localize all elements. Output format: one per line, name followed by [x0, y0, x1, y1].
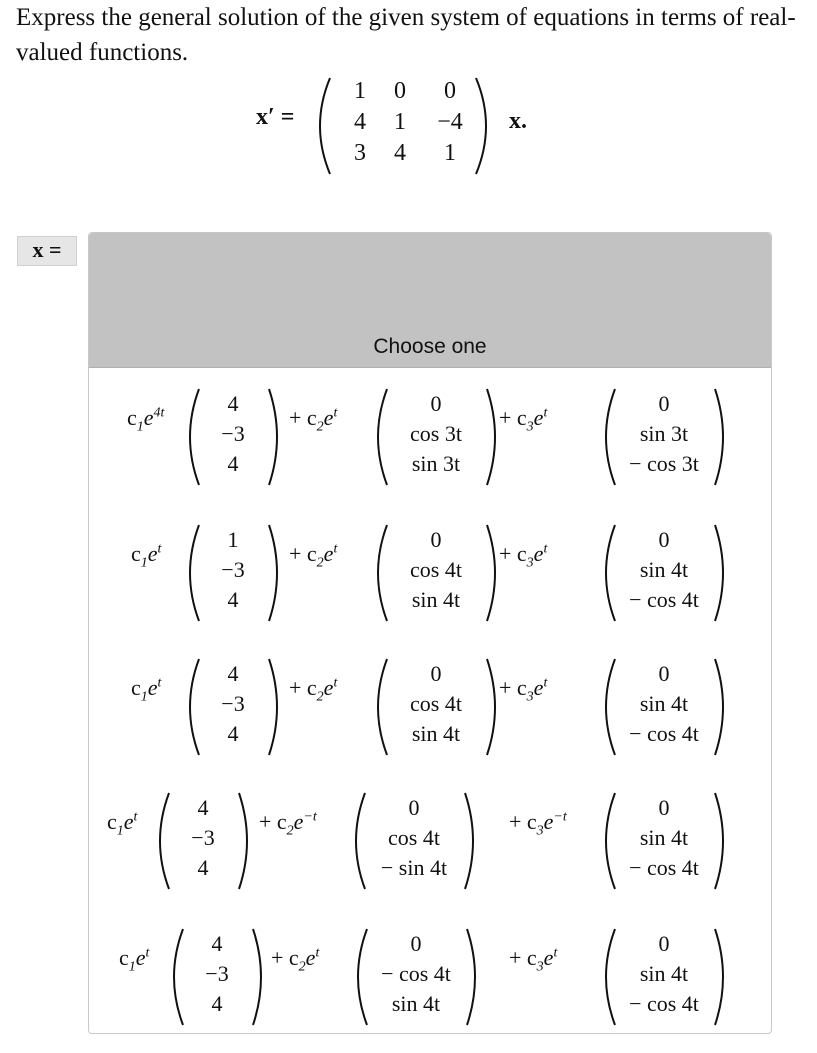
vector-entry: − cos 4t [629, 855, 699, 880]
matrix-cell: 0 [394, 78, 406, 104]
vector [599, 523, 729, 623]
matrix-cell: 1 [444, 140, 456, 166]
dropdown-option-2[interactable] [89, 519, 771, 649]
vector [153, 791, 253, 891]
coefficient-term: + $c_3e^t$ [499, 405, 548, 435]
vector-entry: −3 [205, 961, 229, 986]
vector-entry: 0 [658, 527, 670, 552]
vector-entry: 1 [227, 527, 239, 552]
vector-entry: −3 [221, 691, 245, 716]
vector-entry: 0 [430, 391, 442, 416]
vector [349, 791, 479, 891]
vector-entry: 0 [408, 795, 420, 820]
vector-entry: sin 4t [639, 691, 689, 716]
vector-entry: cos 4t [388, 825, 440, 850]
vector-entry: 0 [658, 661, 670, 686]
question-text: Express the general solution of the given system of equations in terms of real-valued functions. [16, 4, 796, 66]
vector [183, 657, 283, 757]
vector [371, 387, 501, 487]
vector-entry: 0 [658, 931, 670, 956]
system-lhs: x′ = [256, 104, 295, 130]
matrix-cell: 0 [444, 78, 456, 104]
vector-entry: 4 [211, 991, 223, 1016]
vector-entry: −3 [191, 825, 215, 850]
coefficient-term: $c_1e^t$ [131, 541, 162, 571]
vector [183, 387, 283, 487]
vector-entry: 0 [658, 391, 670, 416]
dropdown-option-3[interactable] [89, 653, 771, 783]
vector [599, 387, 729, 487]
matrix-cell: 1 [354, 78, 366, 104]
vector-entry: − cos 3t [629, 451, 699, 476]
vector-entry: 4 [211, 931, 223, 956]
vector [599, 927, 729, 1027]
system-rhs: x. [509, 108, 527, 134]
matrix-cell: 3 [354, 140, 366, 166]
vector-entry: − cos 4t [629, 991, 699, 1016]
vector-entry: 0 [410, 931, 422, 956]
dropdown-option-5[interactable] [89, 923, 771, 1053]
vector-entry: 4 [227, 451, 239, 476]
coefficient-term: + $c_3e^{-t}$ [509, 809, 567, 839]
vector-entry: 4 [227, 587, 239, 612]
vector-entry: − cos 4t [629, 587, 699, 612]
coefficient-term: + $c_3e^t$ [499, 541, 548, 571]
coefficient-matrix [308, 76, 498, 176]
vector-entry: sin 4t [391, 991, 441, 1016]
vector-entry: sin 3t [411, 451, 461, 476]
vector-entry: 4 [227, 391, 239, 416]
vector-entry: sin 3t [639, 421, 689, 446]
dropdown-option-1[interactable] [89, 383, 771, 513]
answer-label: x = [17, 236, 77, 266]
dropdown-header[interactable] [89, 233, 771, 368]
vector-entry: −3 [221, 421, 245, 446]
vector-entry: 4 [227, 721, 239, 746]
vector [183, 523, 283, 623]
coefficient-term: $c_1e^t$ [107, 809, 138, 839]
coefficient-term: $c_1e^{4t}$ [127, 405, 165, 435]
dropdown-option-4[interactable] [89, 787, 771, 917]
coefficient-term: $c_1e^t$ [119, 945, 150, 975]
vector [351, 927, 481, 1027]
vector [599, 657, 729, 757]
vector-entry: cos 3t [410, 421, 462, 446]
vector-entry: 4 [197, 855, 209, 880]
vector-entry: cos 4t [410, 557, 462, 582]
vector-entry: 0 [430, 661, 442, 686]
vector-entry: sin 4t [639, 825, 689, 850]
matrix-cell: 1 [394, 109, 406, 135]
coefficient-term: $c_1e^t$ [131, 675, 162, 705]
vector-entry: 0 [430, 527, 442, 552]
vector-entry: 0 [658, 795, 670, 820]
vector-entry: 4 [227, 661, 239, 686]
vector-entry: cos 4t [410, 691, 462, 716]
vector [371, 523, 501, 623]
vector [167, 927, 267, 1027]
coefficient-term: + $c_2e^t$ [271, 945, 320, 975]
vector [371, 657, 501, 757]
dropdown-placeholder: Choose one [373, 335, 487, 358]
matrix-cell: 4 [394, 140, 406, 166]
vector-entry: − sin 4t [380, 855, 448, 880]
coefficient-term: + $c_2e^t$ [289, 405, 338, 435]
matrix-cell: 4 [354, 109, 366, 135]
vector [599, 791, 729, 891]
vector-entry: sin 4t [639, 961, 689, 986]
matrix-cell: −4 [437, 109, 463, 135]
coefficient-term: + $c_2e^{-t}$ [259, 809, 317, 839]
coefficient-term: + $c_3e^t$ [499, 675, 548, 705]
vector-entry: − cos 4t [629, 721, 699, 746]
vector-entry: −3 [221, 557, 245, 582]
vector-entry: 4 [197, 795, 209, 820]
coefficient-term: + $c_2e^t$ [289, 675, 338, 705]
vector-entry: − cos 4t [381, 961, 451, 986]
coefficient-term: + $c_3e^t$ [509, 945, 558, 975]
answer-dropdown[interactable] [88, 232, 772, 1034]
system-equation [256, 76, 556, 176]
coefficient-term: + $c_2e^t$ [289, 541, 338, 571]
vector-entry: sin 4t [411, 721, 461, 746]
vector-entry: sin 4t [411, 587, 461, 612]
vector-entry: sin 4t [639, 557, 689, 582]
